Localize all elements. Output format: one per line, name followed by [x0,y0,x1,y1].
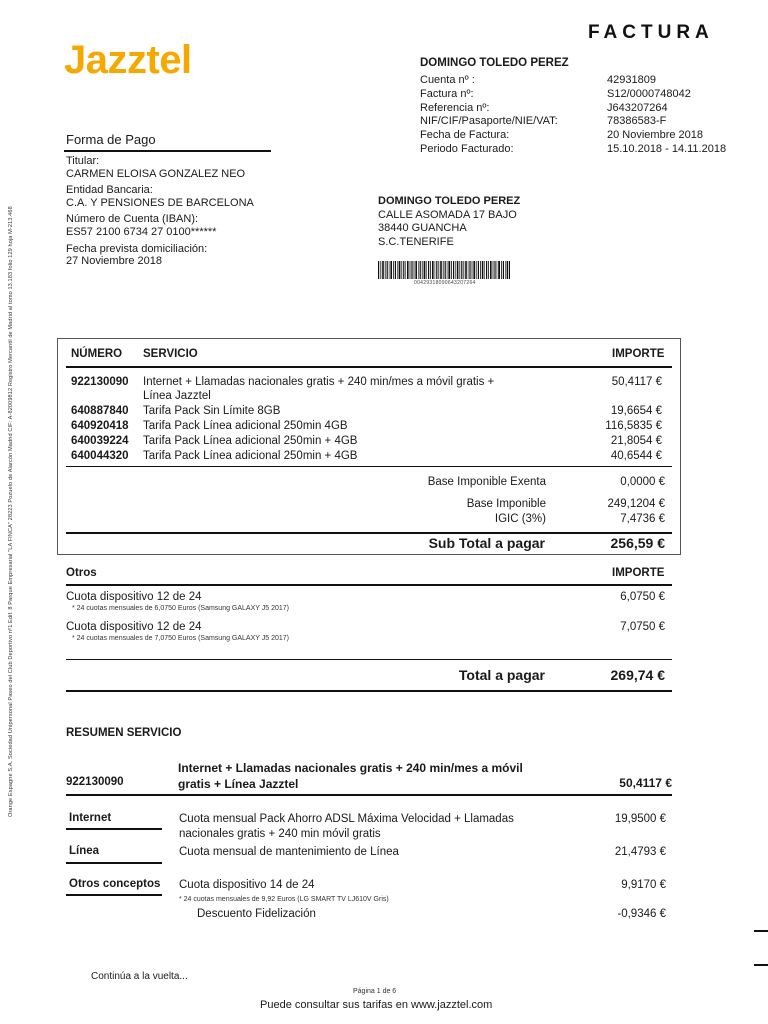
resumen-amount: 50,4117 € [619,776,672,790]
table-row [71,449,129,463]
subtotal-divider [66,532,672,534]
customer-name: DOMINGO TOLEDO PEREZ [420,57,569,69]
base-exenta-label: Base Imponible Exenta [427,476,546,488]
category-linea: Línea [69,845,100,857]
total-divider-top [66,659,672,660]
bank-value: C.A. Y PENSIONES DE BARCELONA [66,196,254,209]
services-divider [66,466,672,467]
total-label: Total a pagar [458,667,545,683]
payment-method-title: Forma de Pago [66,132,156,147]
address-name: DOMINGO TOLEDO PEREZ [378,195,521,207]
table-row [71,375,129,389]
otros-divider [66,584,672,586]
page-number: Página 1 de 6 [353,988,397,995]
header-servicio: SERVICIO [143,348,198,360]
continua-text: Continúa a la vuelta... [91,971,188,982]
payment-details [66,155,254,268]
otros-item-desc: Cuota dispositivo 12 de 24 [66,591,202,603]
service-number: 640887840 [71,405,129,417]
base-exenta-value: 0,0000 € [620,476,665,488]
info-row-factura [420,88,747,102]
line-desc-1: Cuota dispositivo 14 de 24 [179,879,315,891]
info-label: Fecha de Factura: [420,129,510,142]
info-value: 42931809 [607,74,656,86]
line-amount: 9,9170 € [621,879,666,891]
service-number: 922130090 [71,376,129,388]
table-row [71,419,129,433]
otros-title: Otros [66,567,97,579]
tariffs-link-text: Puede consultar sus tarifas en www.jazztel.com [260,999,493,1011]
info-value: 15.10.2018 - 14.11.2018 [607,142,727,155]
info-label: NIF/CIF/Pasaporte/NIE/VAT: [420,115,558,128]
line-amount: 21,4793 € [614,846,666,858]
header-importe: IMPORTE [612,348,665,360]
service-desc-line2: Línea Jazztel [143,390,211,402]
otros-item-amount: 6,0750 € [620,591,665,603]
line-note: * 24 cuotas mensuales de 9,92 Euros (LG SMART TV LJ610V Gris) [179,896,389,903]
service-number: 640039224 [71,435,129,447]
titular-value: CARMEN ELOISA GONZALEZ NEO [66,167,246,180]
info-label: Factura nº: [420,87,474,100]
category-otros-conceptos: Otros conceptos [69,878,161,890]
bank-label: Entidad Bancaria: [66,184,153,197]
iban-value: ES57 2100 6734 27 0100****** [66,225,217,238]
legal-sidebar-text: Orange Espagne S.A. Sociedad Unipersonal Paseo del Club Deportivo nº1 Edif. 8 Parque Empresarial "LA FINCA" 28223 Pozuelo de Alarcón Madrid CIF: A-82009812 Registro Mercantil de Madrid al tomo 13.183 folio 129 hoja M-213.468 [8,206,14,818]
info-label: Cuenta nº : [420,74,475,86]
document-title: FACTURA [588,22,714,43]
table-row [71,404,129,418]
info-value: 78386583-F [607,115,667,128]
service-amount: 40,6544 € [610,450,662,462]
subtotal-label: Sub Total a pagar [428,535,545,551]
header-numero: NÚMERO [71,348,123,360]
service-amount: 116,5835 € [605,420,662,432]
resumen-desc-line1: Internet + Llamadas nacionales gratis + 240 min/mes a móvil [178,761,523,775]
service-number: 640920418 [71,420,129,432]
info-row-cuenta [420,74,747,88]
otros-importe-header: IMPORTE [612,567,665,579]
line-desc-2: nacionales gratis + 240 min móvil gratis [179,827,381,840]
info-row-referencia [420,102,747,116]
fold-mark [754,964,768,966]
titular-label: Titular: [66,155,100,167]
resumen-number: 922130090 [66,776,124,788]
postal-address [378,195,520,249]
info-row-fecha [420,129,747,143]
fold-mark [754,930,768,932]
invoice-info-table [420,74,747,157]
services-header-divider [66,366,672,368]
total-value: 269,74 € [610,667,665,683]
info-label: Periodo Facturado: [420,142,514,155]
info-row-nif [420,115,747,129]
service-amount: 21,8054 € [610,435,662,447]
postal-barcode [378,261,510,279]
info-row-periodo [420,143,747,157]
jazztel-logo: Jazztel [64,38,192,82]
line-desc-1: Cuota mensual Pack Ahorro ADSL Máxima Velocidad + Llamadas [179,813,514,825]
igic-label: IGIC (3%) [494,513,546,525]
barcode-number: 00429318090643207264 [414,280,476,286]
resumen-divider [66,794,672,796]
payment-divider [64,150,271,152]
base-imponible-value: 249,1204 € [607,498,665,510]
service-amount: 50,4117 € [611,376,662,388]
resumen-description [178,760,558,792]
line-sub-amount: -0,9346 € [617,908,666,920]
otros-item-note: * 24 cuotas mensuales de 7,0750 Euros (Samsung GALAXY J5 2017) [72,635,290,642]
category-internet: Internet [69,812,112,824]
line-sub-desc: Descuento Fidelización [197,908,316,920]
category-underline [66,828,162,830]
address-line3: S.C.TENERIFE [378,235,454,248]
otros-item-desc: Cuota dispositivo 12 de 24 [66,621,202,633]
service-desc: Tarifa Pack Línea adicional 250min 4GB [143,420,348,432]
resumen-title: RESUMEN SERVICIO [66,727,182,739]
info-label: Referencia nº: [420,101,490,114]
info-value: J643207264 [607,101,668,114]
base-imponible-label: Base Imponible [466,498,546,510]
igic-value: 7,4736 € [620,513,665,525]
service-desc: Tarifa Pack Línea adicional 250min + 4GB [143,435,358,447]
info-value: S12/0000748042 [607,87,691,100]
service-desc: Tarifa Pack Línea adicional 250min + 4GB [143,450,358,462]
service-amount: 19,6654 € [610,405,662,417]
category-underline [66,862,162,864]
iban-label: Número de Cuenta (IBAN): [66,213,199,226]
service-desc [143,375,563,403]
service-desc: Tarifa Pack Sin Límite 8GB [143,405,281,417]
total-divider-bottom [66,690,672,692]
service-desc-line: Internet + Llamadas nacionales gratis + 240 min/mes a móvil gratis + [143,376,495,388]
address-line1: CALLE ASOMADA 17 BAJO [378,208,517,221]
otros-item-note: * 24 cuotas mensuales de 6,0750 Euros (Samsung GALAXY J5 2017) [72,605,290,612]
direct-debit-date-value: 27 Noviembre 2018 [66,255,163,268]
line-amount: 19,9500 € [614,813,666,825]
address-line2: 38440 GUANCHA [378,222,467,235]
direct-debit-date-label: Fecha prevista domiciliación: [66,242,208,255]
subtotal-value: 256,59 € [610,535,665,551]
service-number: 640044320 [71,450,129,462]
otros-item-amount: 7,0750 € [620,621,665,633]
resumen-desc-line2: gratis + Línea Jazztel [178,777,299,791]
table-row [71,434,129,448]
info-value: 20 Noviembre 2018 [607,129,704,142]
line-description [179,812,569,841]
line-desc-1: Cuota mensual de mantenimiento de Línea [179,846,399,858]
category-underline [66,894,162,896]
